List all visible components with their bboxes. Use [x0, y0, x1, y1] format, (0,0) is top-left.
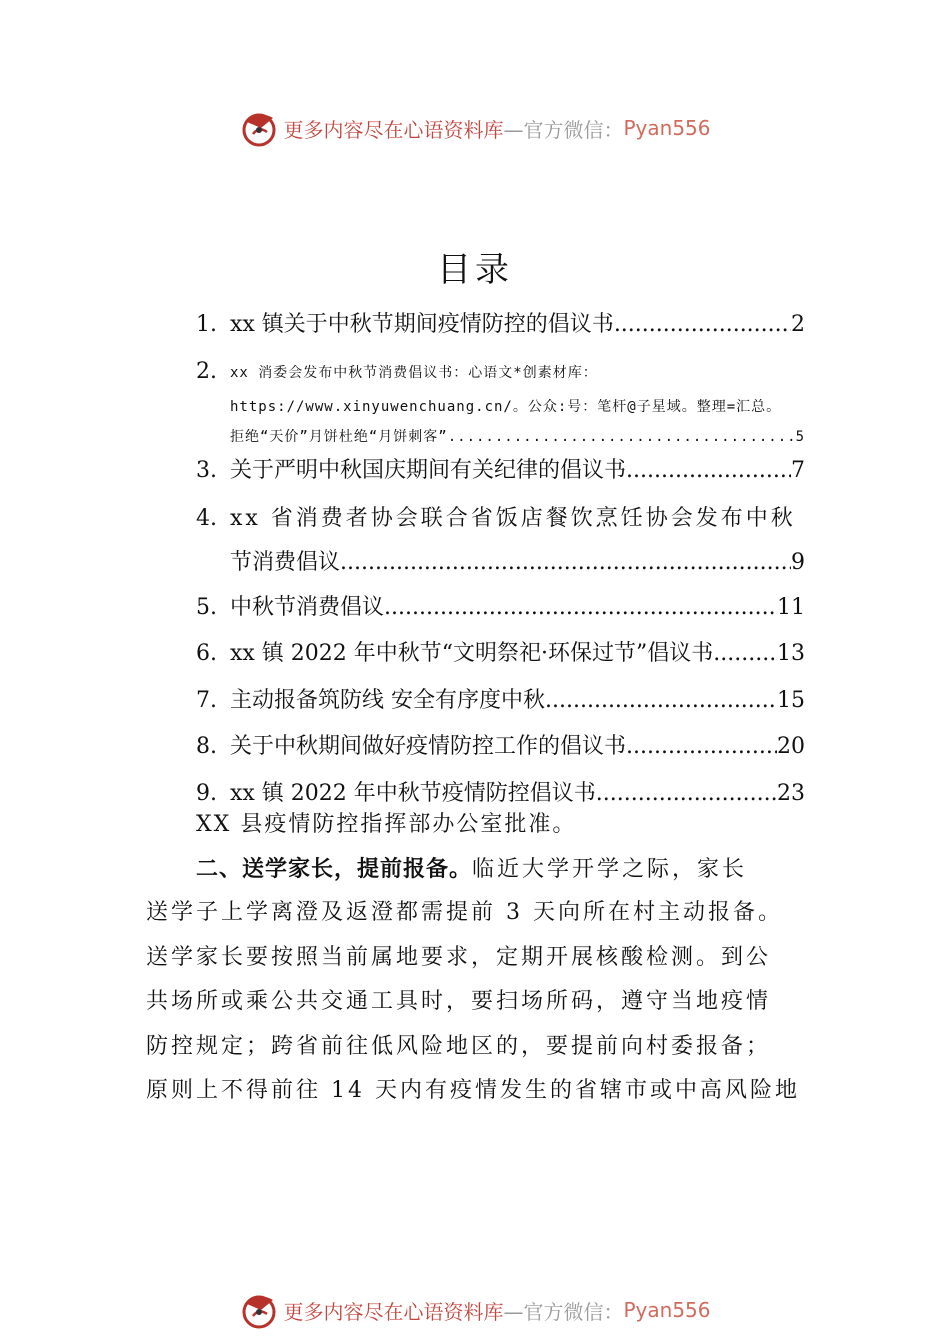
toc-item-number: 5. [196, 595, 217, 620]
brand-logo-icon [239, 1290, 279, 1330]
toc-leader-dots [384, 593, 777, 623]
toc-item-2-number: 2. [196, 359, 217, 384]
banner-separator: —官方微信： [503, 117, 624, 142]
toc-item-number: 4. [196, 506, 217, 531]
header-banner [0, 106, 950, 150]
banner-wechat: Pyan556 [623, 116, 711, 140]
toc-item-title: 中秋节消费倡议 [230, 595, 385, 620]
banner-separator: —官方微信： [503, 1299, 624, 1324]
toc-item-number: 7. [196, 688, 217, 713]
body-line-6: 原则上不得前往 14 天内有疫情发生的省辖市或中高风险地 [146, 1078, 800, 1103]
body-line-3: 送学家长要按照当前属地要求，定期开展核酸检测。到公 [146, 945, 772, 970]
toc-item-2-line-2[interactable]: https://www.xinyuwenchuang.cn/。公众:号：笔杆@子星域。整理=汇总。 [230, 399, 782, 415]
toc-item-title: 关于中秋期间做好疫情防控工作的倡议书 [230, 734, 627, 759]
toc-item-page: 9 [791, 550, 805, 575]
toc-leader-dots [596, 779, 777, 809]
banner-wechat: Pyan556 [623, 1298, 711, 1322]
toc-item-page: 7 [791, 458, 805, 483]
toc-item-2-line-3[interactable] [230, 426, 805, 448]
toc-item-page: 13 [777, 641, 805, 666]
toc-leader-dots [448, 426, 796, 448]
banner-brand: 更多内容尽在心语资料库 [283, 1299, 504, 1324]
toc-item-page: 20 [777, 734, 805, 759]
body-line-5: 防控规定；跨省前往低风险地区的，要提前向村委报备； [146, 1034, 772, 1059]
toc-item-number: 8. [196, 734, 217, 759]
body-line-0: XX 县疫情防控指挥部办公室批准。 [196, 812, 577, 837]
toc-item-6[interactable] [196, 639, 805, 669]
body-line-2: 送学子上学离澄及返澄都需提前 3 天向所在村主动报备。 [146, 900, 783, 925]
toc-item-1[interactable] [196, 310, 805, 340]
toc-item-title: xx 镇 2022 年中秋节疫情防控倡议书 [230, 781, 596, 806]
toc-item-page: 15 [777, 688, 805, 713]
toc-item-page: 2 [791, 312, 805, 337]
toc-item-7[interactable] [196, 686, 805, 716]
toc-item-number: 6. [196, 641, 217, 666]
banner-brand: 更多内容尽在心语资料库 [283, 117, 504, 142]
toc-leader-dots [340, 548, 791, 578]
toc-item-title-cont: 节消费倡议 [230, 550, 341, 575]
toc-item-5[interactable] [196, 593, 805, 623]
toc-item-page: 5 [795, 429, 805, 445]
toc-item-page: 11 [777, 595, 805, 620]
toc-item-4-line-1[interactable] [196, 504, 805, 534]
toc-item-3[interactable] [196, 456, 805, 486]
toc-leader-dots [626, 456, 791, 486]
toc-leader-dots [626, 732, 777, 762]
toc-item-title: 拒绝“天价”月饼杜绝“月饼刺客” [230, 429, 448, 445]
toc-item-number: 9. [196, 781, 217, 806]
toc-item-title: xx 镇 2022 年中秋节“文明祭祀·环保过节”倡议书 [230, 641, 714, 666]
toc-item-title: 关于严明中秋国庆期间有关纪律的倡议书 [230, 458, 627, 483]
page-title: 目录 [437, 250, 513, 290]
toc-item-page: 23 [777, 781, 805, 806]
brand-logo-icon [239, 108, 279, 148]
body-line-1 [196, 854, 796, 885]
toc-item-9[interactable] [196, 779, 805, 809]
toc-item-title: 主动报备筑防线 安全有序度中秋 [230, 688, 545, 713]
toc-item-number: 1. [196, 312, 217, 337]
toc-item-8[interactable] [196, 732, 805, 762]
footer-banner [0, 1288, 950, 1332]
toc-leader-dots [545, 686, 777, 716]
toc-item-number: 3. [196, 458, 217, 483]
body-line-1-rest: 临近大学开学之际，家长 [472, 857, 748, 882]
section-heading: 二、送学家长，提前报备。 [196, 856, 473, 882]
toc-item-title: xx 镇关于中秋节期间疫情防控的倡议书 [230, 312, 614, 337]
toc-item-title: xx 省消费者协会联合省饭店餐饮烹饪协会发布中秋 [230, 506, 796, 531]
toc-leader-dots [713, 639, 777, 669]
body-line-4: 共场所或乘公共交通工具时，要扫场所码，遵守当地疫情 [146, 989, 772, 1014]
toc-item-4-line-2[interactable] [230, 548, 805, 578]
toc-item-2-line-1[interactable]: xx 消委会发布中秋节消费倡议书：心语文*创素材库： [230, 365, 598, 381]
toc-leader-dots [614, 310, 791, 340]
